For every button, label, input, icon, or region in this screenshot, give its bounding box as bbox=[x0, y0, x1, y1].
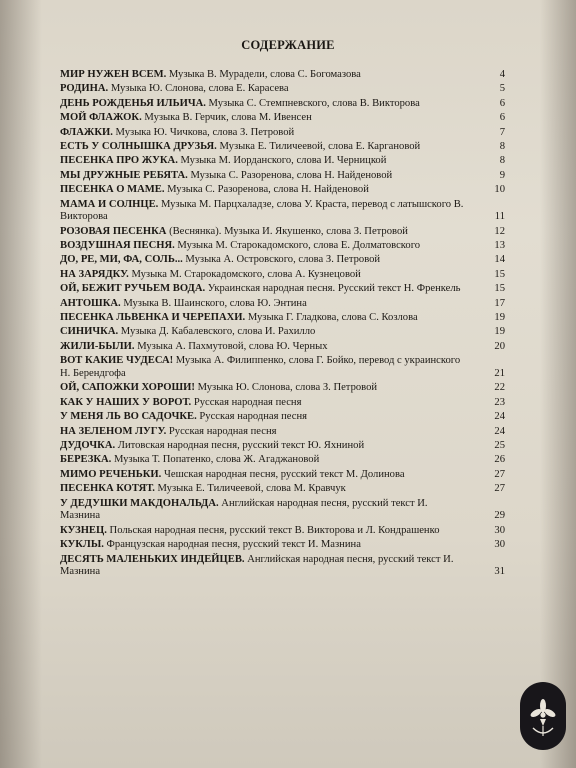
page-number: 10 bbox=[494, 184, 505, 196]
toc-entry-text bbox=[60, 254, 465, 267]
song-credits: Русская народная песня bbox=[166, 425, 277, 437]
page-number: 27 bbox=[494, 468, 505, 480]
toc-entry bbox=[60, 240, 505, 253]
page-number: 8 bbox=[499, 155, 505, 167]
toc-entry bbox=[60, 225, 505, 239]
page-number: 30 bbox=[494, 539, 505, 551]
song-title: НА ЗАРЯДКУ. bbox=[60, 268, 129, 280]
song-title: СИНИЧКА. bbox=[60, 326, 119, 338]
page-number: 23 bbox=[494, 396, 505, 408]
song-credits: Музыка С. Разоренова, слова Н. Найденовой bbox=[187, 169, 393, 181]
song-title: ВОТ КАКИЕ ЧУДЕСА! bbox=[60, 355, 174, 367]
song-credits: Литовская народная песня, русский текст Ю. Яхниной bbox=[115, 439, 365, 451]
song-title: ДЕСЯТЬ МАЛЕНЬКИХ ИНДЕЙЦЕВ. bbox=[60, 553, 245, 565]
song-credits: Музыка М. Парцхаладзе, слова У. Краста, перевод с латышского В. Викторова bbox=[60, 198, 464, 223]
toc-entry-text bbox=[60, 127, 465, 140]
page-number: 30 bbox=[494, 524, 505, 536]
toc-entry bbox=[60, 326, 505, 339]
toc-entry-text bbox=[60, 283, 465, 296]
toc-entry-text bbox=[60, 269, 465, 282]
song-credits: Французская народная песня, русский текст И. Мазнина bbox=[103, 539, 361, 551]
toc-entry-text bbox=[60, 454, 465, 467]
page-number: 15 bbox=[494, 268, 505, 280]
toc-entry-text bbox=[60, 226, 465, 239]
song-title: У ДЕДУШКИ МАКДОНАЛЬДА. bbox=[60, 497, 219, 509]
toc-entry bbox=[60, 539, 505, 552]
toc-entry-text bbox=[60, 397, 465, 410]
song-credits: Музыка Д. Кабалевского, слова И. Рахилло bbox=[118, 326, 316, 338]
page-number: 19 bbox=[494, 326, 505, 338]
toc-entry bbox=[60, 382, 505, 395]
toc-entry bbox=[60, 126, 505, 140]
song-title: ЕСТЬ У СОЛНЫШКА ДРУЗЬЯ. bbox=[60, 140, 217, 152]
toc-entry-text bbox=[60, 170, 465, 183]
toc-entry-text bbox=[60, 341, 465, 354]
song-credits: Музыка А. Островского, слова З. Петровой bbox=[182, 254, 381, 266]
toc-entry-text bbox=[60, 554, 465, 580]
toc-entry bbox=[60, 198, 505, 225]
page-number: 6 bbox=[499, 112, 505, 124]
watermark-badge bbox=[520, 682, 566, 750]
song-title: МИМО РЕЧЕНЬКИ. bbox=[60, 468, 162, 480]
toc-entry bbox=[60, 155, 505, 168]
page-number: 9 bbox=[499, 169, 505, 181]
song-credits: Музыка В. Герчик, слова М. Ивенсен bbox=[141, 112, 312, 124]
song-credits: Чешская народная песня, русский текст М. Долинова bbox=[161, 468, 405, 480]
song-credits: Музыка В. Мурадели, слова С. Богомазова bbox=[166, 69, 361, 80]
song-credits: Английская народная песня, русский текст И. Мазнина bbox=[60, 553, 454, 578]
toc-entry-text bbox=[60, 539, 465, 552]
toc-entry-text bbox=[60, 382, 465, 395]
toc-entry-text bbox=[60, 298, 465, 311]
page-number: 5 bbox=[499, 83, 505, 95]
toc-entry-text bbox=[60, 525, 465, 538]
toc-entry bbox=[60, 312, 505, 325]
toc-entry bbox=[60, 454, 505, 467]
page-number: 20 bbox=[494, 340, 505, 352]
toc-entry bbox=[60, 83, 505, 96]
page-number: 31 bbox=[494, 566, 505, 578]
toc-entry-text bbox=[60, 199, 465, 225]
toc-entry-text bbox=[60, 411, 465, 424]
song-title: РОЗОВАЯ ПЕСЕНКА bbox=[60, 225, 167, 237]
song-credits: Музыка М. Старокадомского, слова А. Кузнецовой bbox=[128, 268, 361, 280]
song-credits: Музыка Г. Гладкова, слова С. Козлова bbox=[245, 312, 418, 324]
toc-entry-text bbox=[60, 184, 465, 197]
page-number: 25 bbox=[494, 439, 505, 451]
song-title: У МЕНЯ ЛЬ ВО САДОЧКЕ. bbox=[60, 411, 197, 423]
toc-entry bbox=[60, 497, 505, 524]
page-shadow-left bbox=[0, 0, 42, 768]
toc-entry bbox=[60, 439, 505, 453]
song-title: КУКЛЫ. bbox=[60, 539, 104, 551]
song-credits: Русская народная песня bbox=[191, 396, 302, 408]
song-credits: Музыка Ю. Чичкова, слова З. Петровой bbox=[112, 126, 295, 138]
song-credits: Музыка А. Пахмутовой, слова Ю. Черных bbox=[134, 340, 328, 352]
song-title: ПЕСЕНКА ЛЬВЕНКА И ЧЕРЕПАХИ. bbox=[60, 312, 246, 324]
page-number: 15 bbox=[494, 283, 505, 295]
page-number: 29 bbox=[494, 510, 505, 522]
toc-entry bbox=[60, 112, 505, 125]
toc-entry-text bbox=[60, 440, 465, 453]
song-title: РОДИНА. bbox=[60, 83, 109, 95]
toc-entry-text bbox=[60, 155, 465, 168]
page-number: 14 bbox=[494, 254, 505, 266]
song-credits: Украинская народная песня. Русский текст Н. Френкель bbox=[205, 283, 461, 295]
song-title: ПЕСЕНКА КОТЯТ. bbox=[60, 483, 155, 495]
song-title: ОЙ, БЕЖИТ РУЧЬЕМ ВОДА. bbox=[60, 283, 206, 295]
song-credits: (Веснянка). Музыка И. Якушенко, слова З. Петровой bbox=[166, 225, 408, 237]
toc-entry-text bbox=[60, 112, 465, 125]
toc-entry-text bbox=[60, 483, 465, 496]
toc-entry-text bbox=[60, 98, 465, 111]
toc-entry-text bbox=[60, 240, 465, 253]
page-number: 22 bbox=[494, 382, 505, 394]
toc-entry-text bbox=[60, 312, 465, 325]
song-title: ПЕСЕНКА О МАМЕ. bbox=[60, 184, 165, 196]
toc-entry-text bbox=[60, 326, 465, 339]
song-title: КУЗНЕЦ. bbox=[60, 524, 107, 536]
song-title: ЖИЛИ-БЫЛИ. bbox=[60, 340, 135, 352]
toc-entry-text bbox=[60, 426, 465, 439]
song-title: ФЛАЖКИ. bbox=[60, 126, 113, 138]
song-title: МАМА И СОЛНЦЕ. bbox=[60, 198, 159, 210]
song-title: МЫ ДРУЖНЫЕ РЕБЯТА. bbox=[60, 169, 188, 181]
toc-entry bbox=[60, 297, 505, 311]
toc-entry bbox=[60, 69, 505, 82]
toc-entry bbox=[60, 184, 505, 197]
song-title: ВОЗДУШНАЯ ПЕСНЯ. bbox=[60, 240, 175, 252]
song-credits: Музыка Ю. Слонова, слова З. Петровой bbox=[194, 382, 378, 394]
song-title: ОЙ, САПОЖКИ ХОРОШИ! bbox=[60, 382, 195, 394]
song-title: ДЕНЬ РОЖДЕНЬЯ ИЛЬИЧА. bbox=[60, 97, 206, 109]
toc-entry bbox=[60, 283, 505, 296]
toc-entry bbox=[60, 169, 505, 183]
page-number: 24 bbox=[494, 425, 505, 437]
song-title: КАК У НАШИХ У ВОРОТ. bbox=[60, 396, 192, 408]
toc-entry-text bbox=[60, 83, 465, 96]
page-number: 7 bbox=[499, 126, 505, 138]
toc-entry bbox=[60, 468, 505, 482]
song-credits: Музыка Е. Тиличеевой, слова Е. Каргановой bbox=[216, 140, 421, 152]
page-number: 17 bbox=[494, 297, 505, 309]
toc-entry bbox=[60, 355, 505, 381]
page-shadow-right bbox=[540, 0, 576, 768]
song-credits: Музыка Т. Попатенко, слова Ж. Агаджановой bbox=[111, 454, 320, 466]
toc-entry bbox=[60, 254, 505, 267]
song-credits: Музыка С. Разоренова, слова Н. Найденовой bbox=[164, 184, 369, 196]
song-title: ДУДОЧКА. bbox=[60, 439, 116, 451]
page-number: 26 bbox=[494, 454, 505, 466]
toc-entry-text bbox=[60, 469, 465, 482]
song-title: ПЕСЕНКА ПРО ЖУКА. bbox=[60, 155, 178, 167]
toc-entry bbox=[60, 396, 505, 410]
page-number: 19 bbox=[494, 312, 505, 324]
song-title: БЕРЕЗКА. bbox=[60, 454, 112, 466]
song-credits: Музыка Ю. Слонова, слова Е. Карасева bbox=[108, 83, 289, 95]
page-number: 11 bbox=[494, 211, 505, 223]
song-credits: Музыка М. Иорданского, слова И. Черницкой bbox=[177, 155, 387, 167]
toc-entry bbox=[60, 411, 505, 424]
page-number: 13 bbox=[494, 240, 505, 252]
song-credits: Музыка Е. Тиличеевой, слова М. Кравчук bbox=[154, 483, 346, 495]
page-number: 24 bbox=[494, 411, 505, 423]
flower-emblem-icon bbox=[520, 682, 566, 750]
page-title: СОДЕРЖАНИЕ bbox=[241, 38, 335, 52]
song-title: АНТОШКА. bbox=[60, 297, 121, 309]
song-title: МОЙ ФЛАЖОК. bbox=[60, 112, 142, 124]
song-credits: Русская народная песня bbox=[196, 411, 308, 423]
toc-entry-text bbox=[60, 355, 465, 381]
page-number: 8 bbox=[499, 140, 505, 152]
song-credits: Музыка А. Филиппенко, слова Г. Бойко, перевод с украинского Н. Берендгофа bbox=[60, 355, 461, 380]
toc-entry bbox=[60, 483, 505, 496]
toc-entry bbox=[60, 140, 505, 154]
song-title: НА ЗЕЛЕНОМ ЛУГУ. bbox=[60, 425, 167, 437]
toc-entry bbox=[60, 340, 505, 354]
page-number: 4 bbox=[499, 69, 505, 80]
toc-entry-text bbox=[60, 141, 465, 154]
song-credits: Музыка С. Стемпневского, слова В. Викторова bbox=[205, 97, 420, 109]
toc-entry-text bbox=[60, 69, 465, 82]
table-of-contents bbox=[60, 69, 505, 581]
song-credits: Музыка В. Шаинского, слова Ю. Энтина bbox=[120, 297, 307, 309]
toc-entry bbox=[60, 425, 505, 439]
toc-entry bbox=[60, 524, 505, 538]
song-title: ДО, РЕ, МИ, ФА, СОЛЬ... bbox=[60, 254, 183, 266]
song-credits: Музыка М. Старокадомского, слова Е. Долматовского bbox=[174, 240, 421, 252]
song-credits: Английская народная песня, русский текст И. Мазнина bbox=[60, 497, 428, 522]
toc-entry bbox=[60, 553, 505, 580]
toc-entry bbox=[60, 268, 505, 282]
page-number: 12 bbox=[494, 225, 505, 237]
page-number: 21 bbox=[494, 368, 505, 380]
page-number: 27 bbox=[494, 483, 505, 495]
toc-entry-text bbox=[60, 498, 465, 524]
song-credits: Польская народная песня, русский текст В. Викторова и Л. Кондрашенко bbox=[106, 524, 440, 536]
toc-entry bbox=[60, 97, 505, 111]
page-number: 6 bbox=[499, 97, 505, 109]
song-title: МИР НУЖЕН ВСЕМ. bbox=[60, 69, 167, 80]
